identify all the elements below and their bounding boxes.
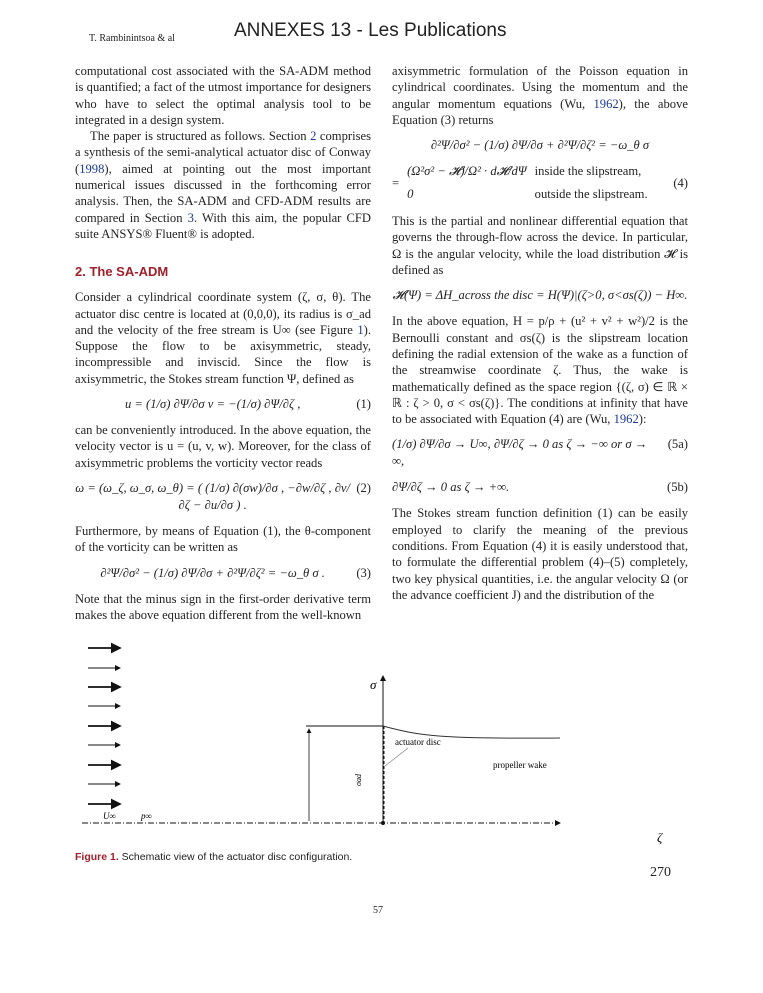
text: In the above equation, H = p/ρ + (u² + v² + w²)/2 is the Bernoulli constant and σs(ζ) is the slipstream location defining the radial extension of the wake as a function of the streamwise coordinate ζ. Thus, the wake is mathematically defined as the space region {(ζ, σ) ∈ ℝ × ℝ : ζ > 0, σ < σs(ζ)}. The conditions at infinity that have to be associated with Equation (4) are (Wu, xyxy=(392,314,688,427)
case-2: 0 xyxy=(407,187,414,202)
two-column-body xyxy=(75,0,688,623)
figure-1-diagram xyxy=(0,631,763,851)
case-1: (Ω²σ² − 𝓗)/Ω² · d𝓗/dΨ xyxy=(407,164,527,179)
equation-1-row xyxy=(75,396,371,413)
citation-link[interactable]: 1962 xyxy=(593,96,619,111)
paragraph xyxy=(75,289,371,387)
zeta-label: ζ xyxy=(657,830,663,846)
page-number-right: 270 xyxy=(650,865,671,881)
equation-3-row xyxy=(75,565,371,582)
text: axisymmetric formulation of the Poisson equation in cylindrical coordinates. Using the momentum and the angular momentum equations (Wu, xyxy=(392,64,688,111)
actuator-disc-label: actuator disc xyxy=(395,737,441,748)
section-heading: 2. The SA-ADM xyxy=(75,264,169,280)
equation-5a: (1/σ) ∂Ψ/∂σ → U∞, ∂Ψ/∂ζ → 0 as ζ → −∞ or σ → ∞, xyxy=(392,437,648,469)
equation-number: (4) xyxy=(673,175,688,190)
case-1-condition: inside the slipstream, xyxy=(534,164,642,179)
equation-3: ∂²Ψ/∂σ² − (1/σ) ∂Ψ/∂σ + ∂²Ψ/∂ζ² = −ω_θ σ . xyxy=(100,565,325,580)
equation-4-lhs-row xyxy=(392,137,688,154)
equation-1: u = (1/σ) ∂Ψ/∂σ v = −(1/σ) ∂Ψ/∂ζ , xyxy=(124,397,301,412)
origin-point xyxy=(381,821,385,825)
text: The paper is structured as follows. Section xyxy=(90,129,311,144)
section-link[interactable]: 2 xyxy=(310,129,317,144)
leader-line xyxy=(385,748,408,766)
text: comprises a synthesis of the semi-analytical actuator disc of Conway ( xyxy=(75,129,371,176)
paragraph xyxy=(392,313,688,427)
figure-link[interactable]: 1 xyxy=(357,322,364,337)
case-2-condition: outside the slipstream. xyxy=(534,187,648,202)
equation-4-cases xyxy=(392,163,688,203)
caption-label: Figure 1. xyxy=(75,851,119,864)
text: ). Suppose the flow to be axisymmetric, steady, incompressible and inviscid. Since the flow is axisymmetric, the Stokes stream function Ψ, defined as xyxy=(75,322,371,386)
equation-2: ω = (ω_ζ, ω_σ, ω_θ) = ( (1/σ) ∂(σw)/∂σ , −∂w/∂ζ , ∂v/∂ζ − ∂u/∂σ ) . xyxy=(75,480,351,512)
paragraph: computational cost associated with the SA-ADM method is quantified; a fact of the utmost importance for designers who have to select the optimal analysis tool to be integrated in a design system. xyxy=(75,64,371,127)
left-column xyxy=(75,63,371,623)
text: ), the above Equation (3) returns xyxy=(392,96,688,127)
p-inf-label: p∞ xyxy=(141,811,152,822)
text: . With this aim, the popular CFD suite ANSYS® Fluent® is adopted. xyxy=(75,210,371,241)
equation-5b: ∂Ψ/∂ζ → 0 as ζ → +∞. xyxy=(392,480,510,495)
equation-number: (1) xyxy=(356,397,371,412)
equation-H-row xyxy=(392,287,688,304)
paragraph: The Stokes stream function definition (1) can be easily employed to clarify the meaning of the previous conditions. From Equation (4) it is easily understood that, to formulate the differential problem (4)–(5) completely, two key physical quantities, i.e. the angular velocity Ω (or the advance coefficient J) and the distribution of the xyxy=(392,506,688,602)
paragraph: Furthermore, by means of Equation (1), the θ-component of the vorticity can be written as xyxy=(75,523,371,555)
equation-5a-row xyxy=(392,436,688,470)
figure-1 xyxy=(0,631,763,851)
right-column xyxy=(392,63,688,623)
equation-number: (5b) xyxy=(667,480,688,495)
figure-caption xyxy=(75,851,763,863)
paragraph xyxy=(392,63,688,128)
page-number-bottom: 57 xyxy=(373,905,383,917)
equation-5b-row xyxy=(392,479,688,496)
paragraph: Note that the minus sign in the first-order derivative term makes the above equation different from the well-known xyxy=(75,591,371,622)
text: Consider a cylindrical coordinate system (ζ, σ, θ). The actuator disc centre is located at (0,0,0), its radius is σ_ad and the velocity of the free stream is U∞ (see Figure xyxy=(75,290,371,337)
text: ): xyxy=(638,412,647,427)
paragraph: This is the partial and nonlinear differential equation that governs the through-flow across the device. In particular, Ω is the angular velocity, while the load distribution 𝓗 is defined as xyxy=(392,214,688,278)
citation-link[interactable]: 1998 xyxy=(79,161,105,176)
section-link[interactable]: 3 xyxy=(187,210,194,225)
u-inf-label: U∞ xyxy=(103,811,116,822)
running-title: ANNEXES 13 - Les Publications xyxy=(234,20,507,41)
equation-number: (3) xyxy=(356,565,371,580)
sigma-label: σ xyxy=(370,677,377,693)
running-author: T. Rambinintsoa & al xyxy=(89,33,175,44)
equation-number: (2) xyxy=(356,480,371,495)
equation-4-lhs: ∂²Ψ/∂σ² − (1/σ) ∂Ψ/∂σ + ∂²Ψ/∂ζ² = −ω_θ σ xyxy=(430,138,650,153)
equation-2-row xyxy=(75,480,371,514)
propeller-wake-label: propeller wake xyxy=(493,760,547,771)
paragraph: can be conveniently introduced. In the above equation, the velocity vector is u = (u, v, w). Moreover, for the class of axisymmetric problems the vorticity vector reads xyxy=(75,423,371,470)
text: ), aimed at pointing out the most important numerical issues discussed in the forthcoming error analysis. Then, the SA-ADM and CFD-ADM results are compared in Section xyxy=(75,161,371,225)
paragraph xyxy=(75,128,371,242)
equation-H: 𝓗(Ψ) = ΔH_across the disc = H(Ψ)|(ζ>0, σ<σs(ζ)) − H∞. xyxy=(392,288,688,303)
caption-text: Schematic view of the actuator disc configuration. xyxy=(118,851,353,864)
citation-link[interactable]: 1962 xyxy=(613,412,639,427)
sigma-ad-label: σad xyxy=(354,774,363,787)
equation-number: (5a) xyxy=(667,437,688,452)
equals-sign: = xyxy=(392,175,400,190)
flow-arrows xyxy=(88,648,120,804)
